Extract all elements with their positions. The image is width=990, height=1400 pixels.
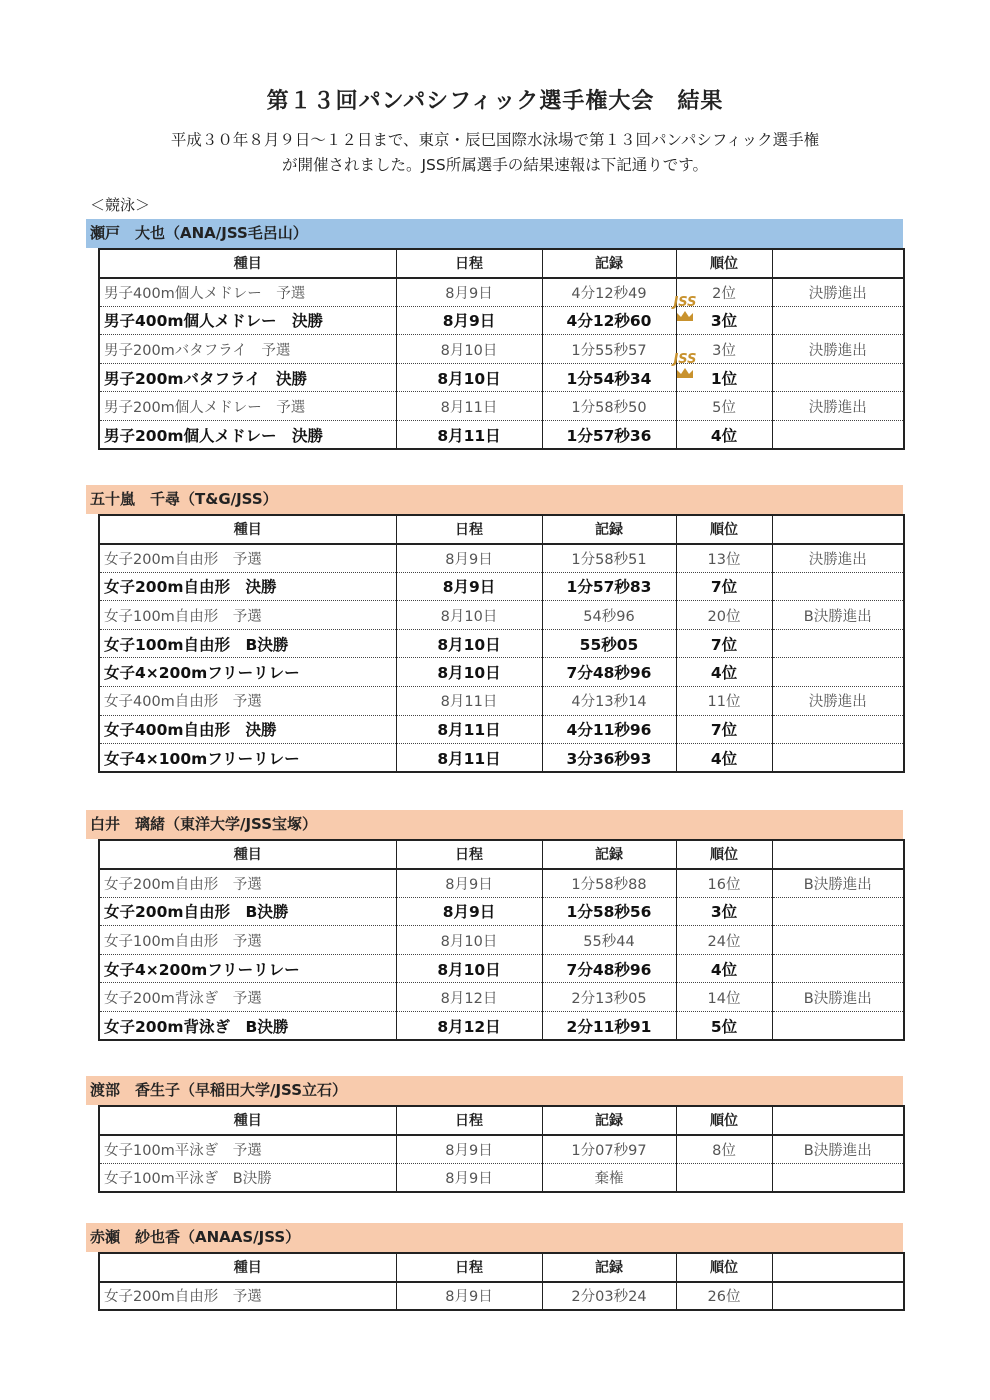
date-cell-text: 8月10日 — [437, 960, 501, 979]
date-cell — [396, 1135, 542, 1164]
results-table — [98, 1105, 905, 1193]
table-row — [99, 1282, 904, 1311]
date-cell-text: 8月12日 — [440, 990, 498, 1007]
date-column-header: 日程 — [396, 1106, 542, 1135]
note-cell — [772, 658, 904, 687]
athlete-name-header: 五十嵐 千尋（T&G/JSS） — [86, 485, 903, 514]
rank-column-header: 順位 — [676, 1106, 772, 1135]
event-cell-text: 女子100m自由形 B決勝 — [104, 635, 289, 654]
athlete-block — [86, 219, 903, 450]
event-cell-text: 女子4×200mフリーリレー — [104, 664, 300, 683]
rank-cell — [676, 687, 772, 716]
rank-cell-text: 4位 — [710, 960, 738, 979]
rank-cell-text: 4位 — [710, 749, 738, 768]
rank-cell-text: 1位 — [710, 369, 738, 388]
rank-cell-text: 5位 — [710, 1017, 738, 1036]
note-cell — [772, 897, 904, 926]
event-cell-text: 女子200m自由形 予選 — [104, 1289, 262, 1306]
rank-cell-text: 20位 — [707, 608, 741, 625]
rank-cell — [676, 954, 772, 983]
record-cell — [542, 897, 676, 926]
note-column-header — [772, 515, 904, 544]
event-cell — [99, 1163, 396, 1192]
record-cell-text: 棄権 — [594, 1170, 624, 1187]
event-cell — [99, 658, 396, 687]
rank-cell-text: 7位 — [710, 635, 738, 654]
note-column-header — [772, 1253, 904, 1282]
note-cell — [772, 629, 904, 658]
event-cell-text: 男子200mバタフライ 決勝 — [104, 369, 308, 388]
note-cell-text: B決勝進出 — [803, 876, 872, 893]
rank-cell — [676, 1282, 772, 1311]
note-column-header — [772, 249, 904, 278]
event-cell — [99, 715, 396, 744]
record-cell — [542, 363, 676, 392]
event-cell-text: 女子200m自由形 決勝 — [104, 578, 277, 597]
table-row — [99, 572, 904, 601]
record-cell — [542, 869, 676, 898]
record-cell-text: 4分12秒49 — [571, 285, 647, 302]
rank-column-header: 順位 — [676, 1253, 772, 1282]
record-cell — [542, 335, 676, 364]
athlete-name-header: 赤瀬 紗也香（ANAAS/JSS） — [86, 1223, 903, 1252]
event-cell — [99, 421, 396, 450]
event-cell-text: 男子200mバタフライ 予選 — [104, 342, 291, 359]
record-cell-text: 1分58秒51 — [571, 551, 647, 568]
note-column-header — [772, 1106, 904, 1135]
note-cell — [772, 335, 904, 364]
date-cell — [396, 363, 542, 392]
date-cell — [396, 658, 542, 687]
header-row — [99, 1106, 904, 1135]
note-cell — [772, 278, 904, 307]
event-cell-text: 女子200m自由形 予選 — [104, 551, 262, 568]
table-row — [99, 1012, 904, 1041]
rank-cell-text: 8位 — [712, 1142, 736, 1159]
record-cell — [542, 1135, 676, 1164]
date-cell-text: 8月12日 — [437, 1017, 501, 1036]
date-cell — [396, 392, 542, 421]
rank-cell-text: 7位 — [710, 721, 738, 740]
table-row — [99, 306, 904, 335]
record-cell-text: 2分03秒24 — [571, 1289, 647, 1306]
date-cell — [396, 544, 542, 573]
record-cell-text: 1分57秒36 — [566, 426, 652, 445]
date-column-header: 日程 — [396, 840, 542, 869]
intro-line-2: が開催されました。JSS所属選手の結果速報は下記通りです。 — [281, 156, 708, 174]
record-cell-text: 7分48秒96 — [566, 960, 652, 979]
jss-medal-icon — [665, 350, 705, 380]
date-column-header: 日程 — [396, 249, 542, 278]
record-cell-text: 4分13秒14 — [571, 694, 647, 711]
date-cell — [396, 687, 542, 716]
date-cell — [396, 306, 542, 335]
event-cell-text: 男子400m個人メドレー 決勝 — [104, 312, 324, 331]
rank-cell — [676, 392, 772, 421]
date-cell-text: 8月11日 — [440, 399, 498, 416]
note-cell-text: B決勝進出 — [803, 990, 872, 1007]
athlete-name-header: 瀬戸 大也（ANA/JSS毛呂山） — [86, 219, 903, 248]
rank-cell — [676, 601, 772, 630]
event-column-header: 種目 — [99, 249, 396, 278]
date-cell — [396, 954, 542, 983]
note-cell — [772, 926, 904, 955]
note-cell-text: B決勝進出 — [803, 1142, 872, 1159]
event-cell-text: 女子100m平泳ぎ B決勝 — [104, 1170, 272, 1187]
date-cell-text: 8月10日 — [440, 342, 498, 359]
date-cell-text: 8月9日 — [442, 578, 496, 597]
record-column-header: 記録 — [542, 1106, 676, 1135]
intro-line-1: 平成３０年８月９日～１２日まで、東京・辰巳国際水泳場で第１３回パンパシフィック選手権 — [170, 131, 820, 149]
date-cell-text: 8月10日 — [440, 608, 498, 625]
event-cell — [99, 744, 396, 773]
athlete-block — [86, 1076, 903, 1193]
note-cell — [772, 392, 904, 421]
rank-cell-text: 24位 — [707, 933, 741, 950]
event-cell-text: 女子100m自由形 予選 — [104, 933, 262, 950]
record-cell — [542, 306, 676, 335]
date-cell-text: 8月10日 — [437, 635, 501, 654]
record-cell — [542, 744, 676, 773]
event-cell — [99, 1135, 396, 1164]
record-cell-text: 1分58秒56 — [566, 903, 652, 922]
event-cell — [99, 897, 396, 926]
rank-cell-text: 3位 — [710, 903, 738, 922]
record-column-header: 記録 — [542, 249, 676, 278]
date-cell — [396, 1012, 542, 1041]
event-cell — [99, 869, 396, 898]
table-row — [99, 658, 904, 687]
table-row — [99, 1135, 904, 1164]
table-row — [99, 392, 904, 421]
svg-text:JSS: JSS — [672, 351, 697, 367]
table-row — [99, 544, 904, 573]
rank-cell — [676, 421, 772, 450]
jss-medal-icon — [665, 293, 705, 323]
date-cell — [396, 421, 542, 450]
date-cell — [396, 335, 542, 364]
note-cell — [772, 1163, 904, 1192]
date-cell-text: 8月11日 — [437, 749, 501, 768]
date-cell-text: 8月9日 — [442, 903, 496, 922]
rank-cell — [676, 897, 772, 926]
date-cell — [396, 983, 542, 1012]
rank-cell-text: 3位 — [710, 312, 738, 331]
header-row — [99, 840, 904, 869]
event-cell-text: 女子200m自由形 予選 — [104, 876, 262, 893]
record-column-header: 記録 — [542, 1253, 676, 1282]
date-cell-text: 8月9日 — [445, 1289, 493, 1306]
rank-column-header: 順位 — [676, 840, 772, 869]
date-cell-text: 8月9日 — [445, 1170, 493, 1187]
record-cell-text: 1分54秒34 — [566, 369, 652, 388]
date-cell-text: 8月10日 — [440, 933, 498, 950]
date-cell — [396, 715, 542, 744]
results-table — [98, 1252, 905, 1311]
note-cell — [772, 954, 904, 983]
table-row — [99, 983, 904, 1012]
record-cell — [542, 658, 676, 687]
date-cell — [396, 744, 542, 773]
record-cell — [542, 601, 676, 630]
event-column-header: 種目 — [99, 515, 396, 544]
note-cell — [772, 1282, 904, 1311]
event-column-header: 種目 — [99, 1106, 396, 1135]
event-cell — [99, 572, 396, 601]
rank-cell-text: 14位 — [707, 990, 741, 1007]
header-row — [99, 515, 904, 544]
event-cell-text: 男子200m個人メドレー 決勝 — [104, 426, 324, 445]
event-cell — [99, 687, 396, 716]
table-row — [99, 421, 904, 450]
record-column-header: 記録 — [542, 840, 676, 869]
event-cell-text: 女子100m平泳ぎ 予選 — [104, 1142, 262, 1159]
record-cell-text: 1分58秒88 — [571, 876, 647, 893]
note-cell — [772, 306, 904, 335]
date-cell-text: 8月11日 — [437, 721, 501, 740]
record-cell-text: 4分11秒96 — [566, 721, 652, 740]
event-cell — [99, 983, 396, 1012]
record-cell — [542, 1163, 676, 1192]
rank-cell — [676, 1135, 772, 1164]
record-cell — [542, 983, 676, 1012]
date-cell-text: 8月9日 — [445, 1142, 493, 1159]
rank-cell-text: 26位 — [707, 1289, 741, 1306]
event-cell — [99, 306, 396, 335]
date-cell-text: 8月10日 — [437, 369, 501, 388]
date-cell-text: 8月11日 — [440, 694, 498, 711]
record-cell — [542, 954, 676, 983]
event-cell — [99, 926, 396, 955]
date-column-header: 日程 — [396, 1253, 542, 1282]
intro-text — [140, 128, 850, 178]
note-cell-text: 決勝進出 — [808, 399, 867, 416]
rank-cell — [676, 926, 772, 955]
event-cell — [99, 278, 396, 307]
record-cell — [542, 629, 676, 658]
note-cell — [772, 744, 904, 773]
record-cell-text: 1分58秒50 — [571, 399, 647, 416]
table-row — [99, 601, 904, 630]
event-cell-text: 女子400m自由形 予選 — [104, 694, 262, 711]
event-cell-text: 女子4×100mフリーリレー — [104, 749, 300, 768]
event-cell-text: 男子400m個人メドレー 予選 — [104, 285, 306, 302]
page-title: 第１３回パンパシフィック選手権大会 結果 — [266, 89, 724, 114]
record-cell-text: 7分48秒96 — [566, 664, 652, 683]
date-cell-text: 8月10日 — [437, 664, 501, 683]
note-cell — [772, 544, 904, 573]
rank-cell — [676, 715, 772, 744]
record-cell-text: 55秒05 — [579, 635, 639, 654]
record-column-header: 記録 — [542, 515, 676, 544]
event-cell — [99, 629, 396, 658]
rank-cell-text: 7位 — [710, 578, 738, 597]
note-cell-text: 決勝進出 — [808, 342, 867, 359]
rank-cell-text: 16位 — [707, 876, 741, 893]
record-cell-text: 2分11秒91 — [566, 1017, 652, 1036]
table-row — [99, 1163, 904, 1192]
event-cell — [99, 392, 396, 421]
note-cell — [772, 687, 904, 716]
record-cell — [542, 572, 676, 601]
rank-cell-text: 2位 — [712, 285, 736, 302]
date-cell — [396, 926, 542, 955]
date-cell-text: 8月9日 — [445, 285, 493, 302]
note-cell-text: 決勝進出 — [808, 551, 867, 568]
date-cell — [396, 629, 542, 658]
rank-cell — [676, 983, 772, 1012]
section-label: ＜競泳＞ — [90, 196, 151, 214]
note-cell-text: 決勝進出 — [808, 694, 867, 711]
rank-cell — [676, 744, 772, 773]
date-cell-text: 8月9日 — [445, 876, 493, 893]
event-cell — [99, 601, 396, 630]
header-row — [99, 1253, 904, 1282]
rank-cell — [676, 869, 772, 898]
rank-cell — [676, 629, 772, 658]
record-cell — [542, 1012, 676, 1041]
rank-column-header: 順位 — [676, 249, 772, 278]
event-cell-text: 女子100m自由形 予選 — [104, 608, 262, 625]
results-table — [98, 514, 905, 773]
record-cell-text: 1分55秒57 — [571, 342, 647, 359]
record-cell-text: 4分12秒60 — [566, 312, 652, 331]
note-cell — [772, 1012, 904, 1041]
rank-cell — [672, 351, 772, 392]
event-cell — [99, 1012, 396, 1041]
date-cell — [396, 601, 542, 630]
note-cell — [772, 572, 904, 601]
rank-cell — [676, 658, 772, 687]
record-cell — [542, 1282, 676, 1311]
results-table — [98, 839, 905, 1041]
rank-cell-text: 5位 — [712, 399, 736, 416]
event-cell-text: 女子4×200mフリーリレー — [104, 960, 300, 979]
rank-cell — [676, 1163, 772, 1192]
note-cell — [772, 363, 904, 392]
date-cell-text: 8月11日 — [437, 426, 501, 445]
header-row — [99, 249, 904, 278]
event-cell — [99, 363, 396, 392]
rank-cell — [676, 544, 772, 573]
record-cell-text: 1分57秒83 — [566, 578, 652, 597]
record-cell — [542, 421, 676, 450]
rank-cell — [676, 572, 772, 601]
athlete-block — [86, 485, 903, 773]
record-cell-text: 55秒44 — [583, 933, 635, 950]
event-cell-text: 女子200m自由形 B決勝 — [104, 903, 289, 922]
rank-cell — [676, 1012, 772, 1041]
event-column-header: 種目 — [99, 1253, 396, 1282]
table-row — [99, 954, 904, 983]
rank-column-header: 順位 — [676, 515, 772, 544]
event-column-header: 種目 — [99, 840, 396, 869]
svg-text:JSS: JSS — [672, 294, 697, 310]
table-row — [99, 715, 904, 744]
rank-cell-text: 4位 — [710, 426, 738, 445]
note-cell — [772, 1135, 904, 1164]
table-row — [99, 335, 904, 364]
rank-cell-text: 3位 — [712, 342, 736, 359]
date-cell-text: 8月9日 — [442, 312, 496, 331]
record-cell-text: 2分13秒05 — [571, 990, 647, 1007]
rank-cell-text: 13位 — [707, 551, 741, 568]
record-cell — [542, 715, 676, 744]
note-column-header — [772, 840, 904, 869]
athlete-block — [86, 1223, 903, 1311]
date-cell — [396, 278, 542, 307]
note-cell-text: 決勝進出 — [808, 285, 867, 302]
event-cell — [99, 1282, 396, 1311]
date-cell — [396, 1163, 542, 1192]
event-cell-text: 女子200m背泳ぎ 予選 — [104, 990, 262, 1007]
date-cell — [396, 869, 542, 898]
event-cell-text: 男子200m個人メドレー 予選 — [104, 399, 306, 416]
table-row — [99, 363, 904, 392]
rank-cell-text: 4位 — [710, 664, 738, 683]
note-cell — [772, 983, 904, 1012]
record-cell — [542, 392, 676, 421]
date-cell — [396, 572, 542, 601]
note-cell-text: B決勝進出 — [803, 608, 872, 625]
results-table — [98, 248, 905, 450]
record-cell-text: 3分36秒93 — [566, 749, 652, 768]
table-row — [99, 897, 904, 926]
record-cell — [542, 278, 676, 307]
event-cell — [99, 954, 396, 983]
rank-cell — [672, 294, 772, 335]
record-cell — [542, 544, 676, 573]
rank-cell-text: 11位 — [707, 694, 741, 711]
table-row — [99, 687, 904, 716]
note-cell — [772, 715, 904, 744]
date-cell-text: 8月9日 — [445, 551, 493, 568]
note-cell — [772, 869, 904, 898]
athlete-name-header: 白井 璃緒（東洋大学/JSS宝塚） — [86, 810, 903, 839]
record-cell-text: 1分07秒97 — [571, 1142, 647, 1159]
event-cell — [99, 335, 396, 364]
note-cell — [772, 421, 904, 450]
table-row — [99, 869, 904, 898]
record-cell-text: 54秒96 — [583, 608, 635, 625]
table-row — [99, 278, 904, 307]
record-cell — [542, 926, 676, 955]
event-cell-text: 女子400m自由形 決勝 — [104, 721, 277, 740]
record-cell — [542, 687, 676, 716]
date-cell — [396, 897, 542, 926]
event-cell-text: 女子200m背泳ぎ B決勝 — [104, 1017, 289, 1036]
athlete-block — [86, 810, 903, 1041]
table-row — [99, 926, 904, 955]
event-cell — [99, 544, 396, 573]
note-cell — [772, 601, 904, 630]
athlete-name-header: 渡部 香生子（早稲田大学/JSS立石） — [86, 1076, 903, 1105]
date-cell — [396, 1282, 542, 1311]
table-row — [99, 744, 904, 773]
date-column-header: 日程 — [396, 515, 542, 544]
table-row — [99, 629, 904, 658]
